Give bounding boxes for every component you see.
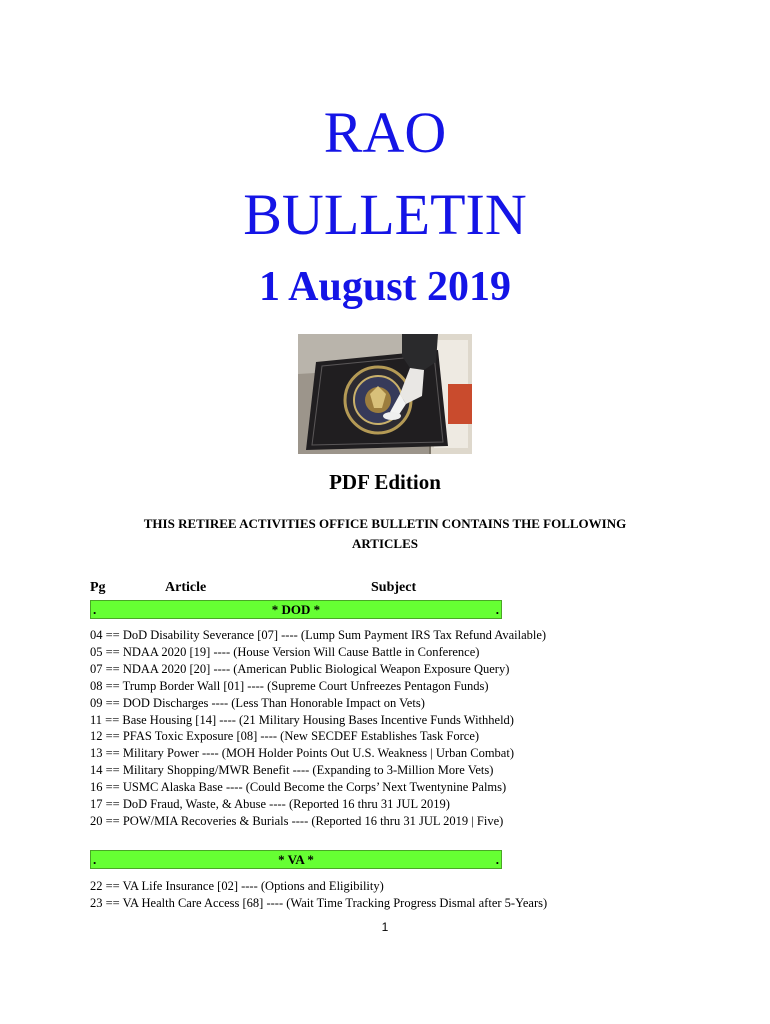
section-bar-dod: [90, 600, 502, 619]
list-item[interactable]: 12 == PFAS Toxic Exposure [08] ---- (New SECDEF Establishes Task Force): [90, 729, 480, 744]
intro-text: THIS RETIREE ACTIVITIES OFFICE BULLETIN CONTAINS THE FOLLOWING ARTICLES: [143, 516, 627, 551]
list-item[interactable]: 16 == USMC Alaska Base ---- (Could Become the Corps’ Next Twentynine Palms): [90, 780, 507, 795]
section-dot-left: .: [93, 852, 97, 867]
list-item[interactable]: 23 == VA Health Care Access [68] ---- (Wait Time Tracking Progress Dismal after 5-Years): [90, 895, 548, 910]
page-number: 1: [381, 920, 389, 934]
section-dot-right: .: [495, 602, 499, 617]
list-item[interactable]: 20 == POW/MIA Recoveries & Burials ---- (Reported 16 thru 31 JUL 2019 | Five): [90, 813, 504, 828]
section-bar-va: [90, 850, 502, 869]
cover-photo: [298, 334, 472, 454]
section-dot-right: .: [495, 852, 499, 867]
list-item[interactable]: 13 == Military Power ---- (MOH Holder Points Out U.S. Weakness | Urban Combat): [90, 746, 514, 761]
section-dot-left: .: [93, 602, 97, 617]
list-item[interactable]: 14 == Military Shopping/MWR Benefit ---- (Expanding to 3-Million More Vets): [90, 763, 494, 778]
edition-label: PDF Edition: [329, 470, 441, 494]
column-header-pg: Pg: [90, 580, 106, 595]
bulletin-date: 1 August 2019: [258, 264, 512, 310]
list-item[interactable]: 09 == DOD Discharges ---- (Less Than Honorable Impact on Vets): [90, 695, 425, 710]
list-item[interactable]: 17 == DoD Fraud, Waste, & Abuse ---- (Reported 16 thru 31 JUL 2019): [90, 797, 450, 812]
list-item[interactable]: 05 == NDAA 2020 [19] ---- (House Version Will Cause Battle in Conference): [90, 644, 480, 659]
list-item[interactable]: 07 == NDAA 2020 [20] ---- (American Public Biological Weapon Exposure Query): [90, 661, 510, 676]
title-bulletin: BULLETIN: [243, 182, 527, 247]
list-item[interactable]: 11 == Base Housing [14] ---- (21 Military Housing Bases Incentive Funds Withheld): [90, 712, 514, 727]
list-item[interactable]: 04 == DoD Disability Severance [07] ---- (Lump Sum Payment IRS Tax Refund Available): [90, 628, 547, 642]
list-item[interactable]: 08 == Trump Border Wall [01] ---- (Supreme Court Unfreezes Pentagon Funds): [90, 678, 489, 693]
title-rao: RAO: [323, 100, 447, 165]
list-item[interactable]: 22 == VA Life Insurance [02] ---- (Options and Eligibility): [90, 879, 384, 893]
article-list-dod: [90, 627, 730, 830]
section-label-dod: * DOD *: [271, 602, 321, 617]
section-label-va: * VA *: [278, 852, 314, 867]
column-header-article: Article: [165, 580, 207, 595]
column-header-subject: Subject: [371, 580, 417, 595]
article-list-va: [90, 878, 730, 912]
